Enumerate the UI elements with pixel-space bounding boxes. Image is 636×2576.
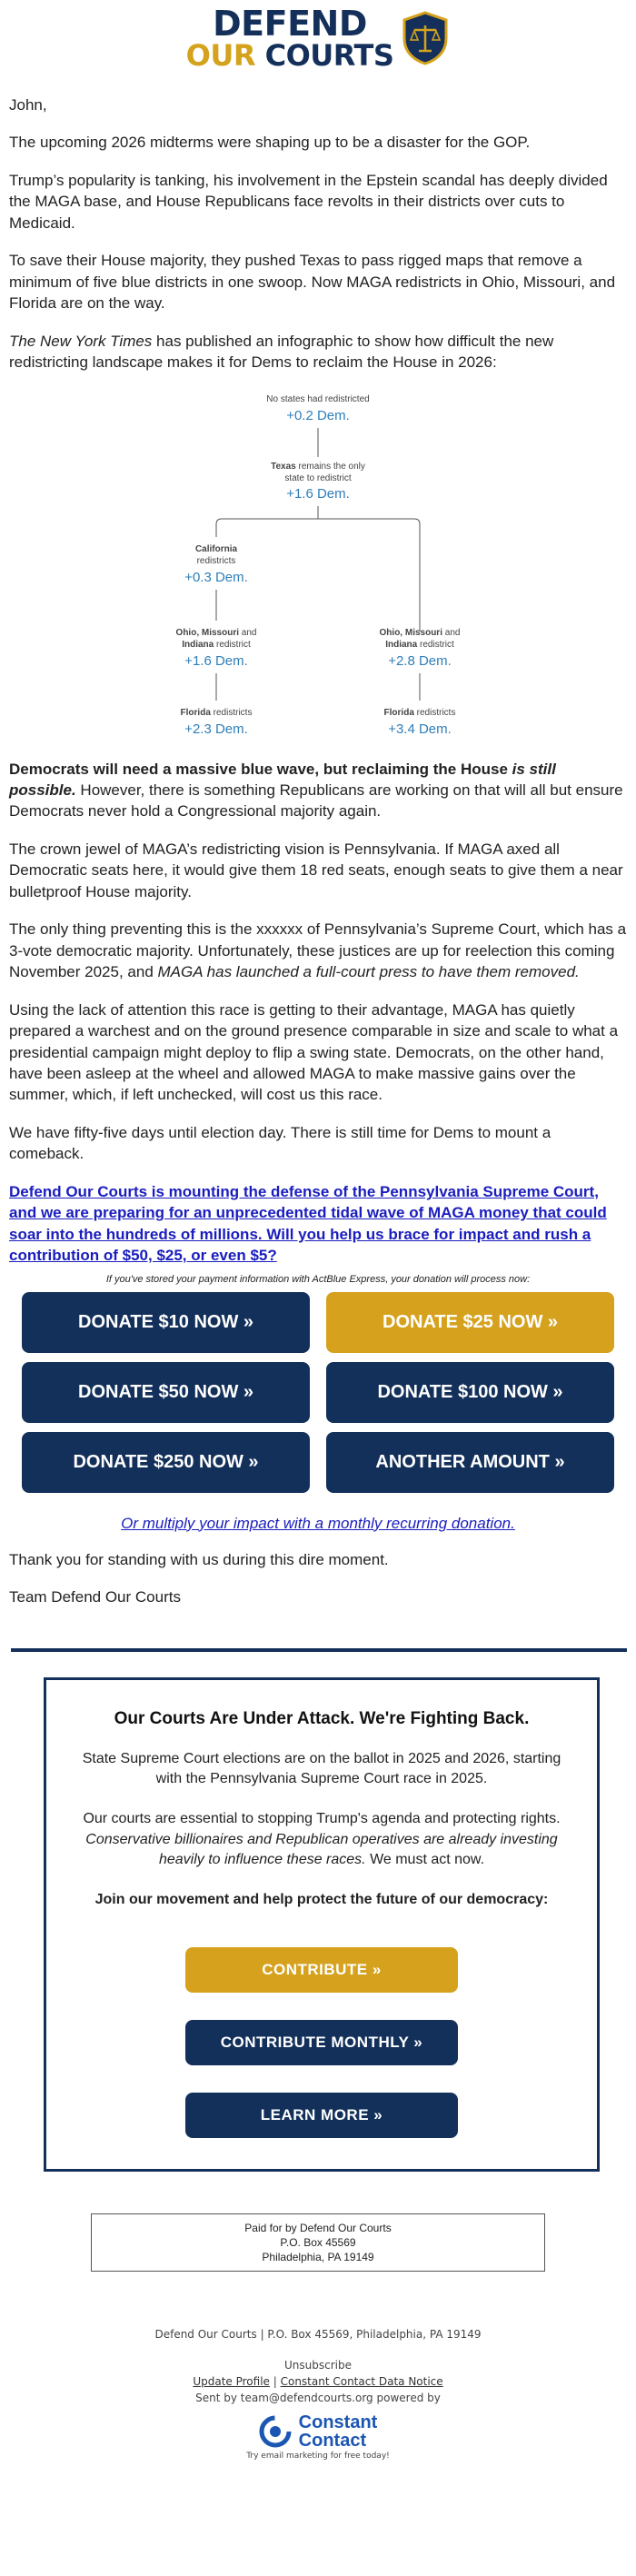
node4a-bold: Florida bbox=[180, 707, 211, 718]
cta-paragraph bbox=[9, 1181, 627, 1267]
donate-10-button[interactable]: DONATE $10 NOW » bbox=[22, 1292, 310, 1353]
paragraph: Trump’s popularity is tanking, his involvement in the Epstein scandal has deeply divided the MAGA base, and House Republicans face revolts in their districts over cuts to Medicaid. bbox=[9, 171, 608, 232]
donate-25-button[interactable]: DONATE $25 NOW » bbox=[326, 1292, 614, 1353]
paragraph-text: The only thing preventing this is the xxxxxx of Pennsylvania’s Supreme Court, which has a 3-vote democratic majority. Unfortunately, these justices are up for reelection this coming November 2025, and bbox=[9, 920, 627, 981]
logo-courts: COURTS bbox=[264, 38, 394, 73]
logo-line1: DEFEND bbox=[213, 4, 367, 44]
cta-link[interactable]: Defend Our Courts is mounting the defense of the Pennsylvania Supreme Court, and we are preparing for an unprecedented tidal wave of MAGA money that could soar into the hundreds of millions. Will you help us brace for impact and rush a contribution of $50, $25, or even $5? bbox=[9, 1182, 607, 1265]
node1-label2: state to redistrict bbox=[284, 472, 352, 483]
footer-links bbox=[0, 2375, 636, 2388]
cc-line1: Constant bbox=[298, 2412, 378, 2433]
node4a-value: +2.3 Dem. bbox=[184, 721, 248, 737]
node1-value: +1.6 Dem. bbox=[286, 485, 350, 502]
node2-label: redistricts bbox=[196, 555, 236, 566]
node3a-bold: Ohio, Missouri bbox=[175, 627, 239, 638]
constant-contact-logo[interactable] bbox=[0, 2413, 636, 2450]
node3b-value: +2.8 Dem. bbox=[388, 652, 452, 669]
node1-bold: Texas bbox=[271, 461, 296, 472]
promo-text: Our courts are essential to stopping Trump's agenda and protecting rights. bbox=[83, 1811, 561, 1827]
paragraph: We have fifty-five days until election day. There is still time for Dems to mount a comeback. bbox=[9, 1123, 552, 1163]
donation-grid bbox=[0, 1285, 636, 1493]
node4a-text: redistricts bbox=[210, 707, 253, 718]
monthly-line bbox=[0, 1515, 636, 1533]
donate-100-button[interactable]: DONATE $100 NOW » bbox=[326, 1362, 614, 1423]
donate-50-button[interactable]: DONATE $50 NOW » bbox=[22, 1362, 310, 1423]
paragraph bbox=[9, 331, 627, 373]
paragraph: The upcoming 2026 midterms were shaping up to be a disaster for the GOP. bbox=[9, 134, 531, 152]
unsubscribe-link[interactable]: Unsubscribe bbox=[284, 2359, 352, 2372]
signature: Team Defend Our Courts bbox=[9, 1588, 181, 1606]
update-profile-link[interactable]: Update Profile bbox=[193, 2375, 270, 2389]
node3b-line1 bbox=[380, 628, 461, 638]
node3b-bold2: Indiana bbox=[385, 639, 418, 650]
bold-text: Democrats will need a massive blue wave, but reclaiming the House bbox=[9, 760, 512, 778]
paragraph: To save their House majority, they pushed Texas to pass rigged maps that remove a minimum of five blue districts in one swoop. Now MAGA redistricts in Ohio, Missouri, and Florida are on the way. bbox=[9, 252, 616, 313]
sent-by: Sent by team@defendcourts.org powered by bbox=[195, 2392, 441, 2405]
redistricting-infographic bbox=[175, 386, 461, 742]
paragraph-text: However, there is something Republicans are working on that will all but ensure Democrats never hold a Congressional majority again. bbox=[9, 781, 623, 821]
node2-value: +0.3 Dem. bbox=[184, 569, 248, 585]
logo-line2 bbox=[185, 38, 394, 73]
footer-address: Defend Our Courts | P.O. Box 45569, Philadelphia, PA 19149 bbox=[154, 2328, 482, 2342]
thanks-text: Thank you for standing with us during this dire moment. bbox=[9, 1550, 389, 1568]
node3a-and: and bbox=[238, 627, 257, 638]
promo-paragraph: State Supreme Court elections are on the ballot in 2025 and 2026, starting with the Pennsylvania Supreme Court race in 2025. bbox=[82, 1750, 561, 1786]
contribute-monthly-button[interactable]: CONTRIBUTE MONTHLY » bbox=[185, 2020, 458, 2065]
node0-value: +0.2 Dem. bbox=[286, 407, 350, 423]
constant-contact-icon bbox=[259, 2415, 292, 2448]
promo-box bbox=[44, 1677, 600, 2172]
node0-label: No states had redistricted bbox=[266, 393, 370, 404]
actblue-note: If you've stored your payment information with ActBlue Express, your donation will process now: bbox=[105, 1273, 531, 1285]
another-amount-button[interactable]: ANOTHER AMOUNT » bbox=[326, 1432, 614, 1493]
cc-tagline: Try email marketing for free today! bbox=[246, 2452, 390, 2462]
node3b-text: redistrict bbox=[417, 639, 454, 650]
node4a-label bbox=[181, 708, 253, 718]
node1-label bbox=[271, 462, 365, 472]
node3b-line2 bbox=[385, 640, 454, 650]
logo-our: OUR bbox=[185, 38, 255, 73]
footer bbox=[0, 2328, 636, 2479]
node3a-line1 bbox=[176, 628, 257, 638]
separator: | bbox=[269, 2375, 281, 2389]
divider bbox=[11, 1648, 627, 1652]
header bbox=[0, 0, 636, 73]
greeting: John, bbox=[9, 96, 47, 114]
learn-more-button[interactable]: LEARN MORE » bbox=[185, 2093, 458, 2138]
italic-text: MAGA has launched a full-court press to have them removed. bbox=[157, 963, 580, 981]
data-notice-link[interactable]: Constant Contact Data Notice bbox=[280, 2375, 443, 2389]
paragraph: The crown jewel of MAGA’s redistricting vision is Pennsylvania. If MAGA axed all Democratic seats here, it would give them 18 red seats, enough seats to give them a near bulletproof House majority. bbox=[9, 840, 623, 900]
node1-text: remains the only bbox=[295, 461, 365, 472]
node3b-and: and bbox=[442, 627, 461, 638]
paid-for-line: Paid for by Defend Our Courts bbox=[244, 2221, 392, 2234]
paragraph: Using the lack of attention this race is getting to their advantage, MAGA has quietly prepared a warchest and on the ground presence comparable in size and scale to what a presidential campaign might deploy to flip a swing state. Democrats, on the other hand, have been asleep at the wheel and allowed MAGA to make massive gains over the summer, which, if left unchecked, will cost us this race. bbox=[9, 1000, 619, 1104]
paid-for-line: Philadelphia, PA 19149 bbox=[262, 2251, 374, 2264]
paragraph bbox=[9, 759, 627, 822]
node4b-text: redistricts bbox=[413, 707, 456, 718]
node3a-bold2: Indiana bbox=[182, 639, 214, 650]
node3a-value: +1.6 Dem. bbox=[184, 652, 248, 669]
shield-scales-icon bbox=[401, 11, 450, 65]
logo[interactable] bbox=[185, 4, 451, 73]
promo-italic: Conservative billionaires and Republican operatives are already investing heavily to influence these races. bbox=[85, 1831, 558, 1868]
node4b-value: +3.4 Dem. bbox=[388, 721, 452, 737]
promo-text: We must act now. bbox=[365, 1852, 485, 1868]
node4b-bold: Florida bbox=[383, 707, 414, 718]
logo-wordmark bbox=[185, 4, 394, 73]
paragraph bbox=[9, 919, 627, 982]
node3a-text: redistrict bbox=[214, 639, 251, 650]
node4b-label bbox=[384, 708, 456, 718]
paid-for-box bbox=[91, 2213, 545, 2273]
contribute-button[interactable]: CONTRIBUTE » bbox=[185, 1947, 458, 1993]
constant-contact-name bbox=[299, 2413, 378, 2450]
promo-paragraph bbox=[79, 1809, 564, 1870]
promo-title: Our Courts Are Under Attack. We're Fighting Back. bbox=[114, 1708, 530, 1728]
paragraph-text: has published an infographic to show how difficult the new redistricting landscape makes it for Dems to reclaim the House in 2026: bbox=[9, 332, 554, 372]
nyt-italic: The New York Times bbox=[9, 332, 153, 350]
node2-bold: California bbox=[194, 543, 238, 554]
email-body bbox=[0, 94, 636, 1267]
bold-italic-text: is still possible. bbox=[9, 760, 556, 799]
node3a-line2 bbox=[182, 640, 251, 650]
monthly-donation-link[interactable]: Or multiply your impact with a monthly recurring donation. bbox=[121, 1514, 515, 1532]
cc-line2: Contact bbox=[298, 2431, 367, 2452]
promo-join: Join our movement and help protect the future of our democracy: bbox=[94, 1892, 549, 1908]
signoff bbox=[0, 1549, 636, 1608]
node3b-bold: Ohio, Missouri bbox=[379, 627, 442, 638]
paid-for-line: P.O. Box 45569 bbox=[280, 2236, 356, 2250]
donate-250-button[interactable]: DONATE $250 NOW » bbox=[22, 1432, 310, 1493]
